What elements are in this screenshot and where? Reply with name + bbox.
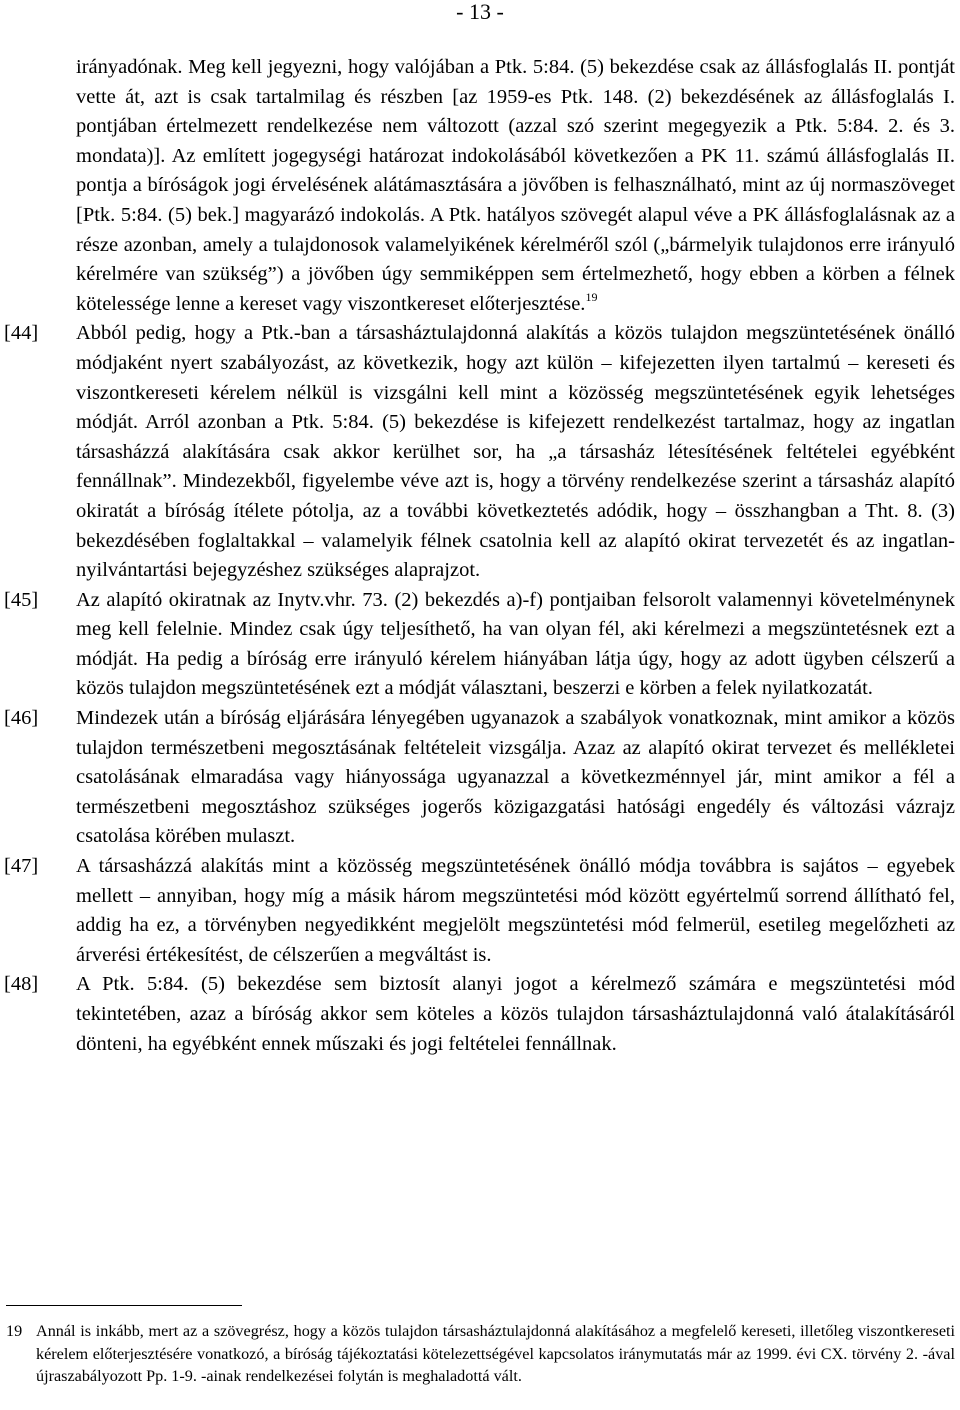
paragraph-text: A Ptk. 5:84. (5) bekezdése sem biztosít alanyi jogot a kérelmező számára e megszüntetési mód tekintetében, azaz a bíróság akkor sem köteles a közös tulajdon társasháztulajdonná való átalakításáról dönteni, ha egyébként ennek műszaki és jogi feltételei fennállnak. [76,973,955,1055]
paragraph-47 [0,852,955,970]
footnote-reference[interactable]: 19 [585,289,598,304]
paragraph-48 [0,970,955,1059]
continuation-text: irányadónak. Meg kell jegyezni, hogy valójában a Ptk. 5:84. (5) bekezdése csak az állásfoglalás II. pontját vette át, azt is csak tartalmilag és részben [az 1959-es Ptk. 148. (2) bekezdésének az állásfoglalás I. pontjában értelmezett rendelkezése nem változott (azzal szó szerint megegyezik a Ptk. 5:84. 2. és 3. mondata)]. Az említett jogegységi határozat indokolásából következően a PK 11. számú állásfoglalás II. pontja a bíróságok jogi érvelésének alátámasztására a jövőben is felhasználható, mint az új normaszöveget [Ptk. 5:84. (5) bek.] magyarázó indokolás. A Ptk. hatályos szövegét alapul véve a PK állásfoglalásnak az a része azonban, amely a tulajdonosok valamelyikének kérelméről szól („bármelyik tulajdonos erre irányuló kérelmére van szükség”) a jövőben úgy semmiképpen sem értelmezhető, hogy ebben a körben a félnek kötelessége lenne a kereset vagy viszontkereset előterjesztése. [76,56,955,315]
paragraph-number: [47] [4,855,39,878]
paragraph-number: [48] [4,973,39,996]
paragraph-text: Abból pedig, hogy a Ptk.-ban a társasháztulajdonná alakítás a közös tulajdon megszüntetésének önálló módjaként nyert szabályozást, az következik, hogy azt külön – kifejezetten ilyen tartalmú – kereseti és viszontkereseti kérelem nélkül is vizsgálni kell mint a közösség megszüntetésének egyik lehetséges módját. Arról azonban a Ptk. 5:84. (5) bekezdése is kifejezett rendelkezést tartalmaz, hogy az ingatlan társasházzá alakítására csak akkor kerülhet sor, ha „a társasház létesítésének feltételei egyébként fennállnak”. Mindezekből, figyelembe véve azt is, hogy a törvény rendelkezése szerint a társasház alapító okiratát a bíróság ítélete pótolja, az a további következtetés adódik, hogy – összhangban a Tht. 8. (3) bekezdésében foglaltakkal – valamelyik félnek csatolnia kell az alapító okirat tervezetét és az ingatlan-nyilvántartási bejegyzéshez szükséges alaprajzot. [76,322,955,582]
footnote-text: Annál is inkább, mert az a szövegrész, hogy a közös tulajdon társasháztulajdonná alakításához a megfelelő kereseti, illetőleg viszontkereseti kérelem előterjesztésére vonatkozó, a bíróság tájékoztatási kötelezettségével kapcsolatos iránymutatás már az 1999. évi CX. törvény 2. -ával újraszabályozott Pp. 1-9. -ainak rendelkezései folytán is meghaladottá vált. [36,1322,955,1385]
paragraph-number: [44] [4,322,39,345]
paragraph-44 [0,319,955,585]
page-number: - 13 - [456,0,504,24]
paragraph-number: [45] [4,588,39,611]
paragraph-45 [0,586,955,704]
body-text [0,53,955,1059]
paragraph-text: A társasházzá alakítás mint a közösség megszüntetésének önálló módja továbbra is sajátos – egyebek mellett – annyiban, hogy míg a másik három megszüntetési mód között egyértelmű sorrend állítható fel, addig ha ez, a törvényben negyedikként megjelölt megszüntetési mód felmerül, esetileg megelőzheti az árverési értékesítést, de célszerűen a megváltást is. [76,855,955,966]
footnote [0,1320,955,1388]
paragraph-46 [0,704,955,852]
paragraph-text: Mindezek után a bíróság eljárására lényegében ugyanazok a szabályok vonatkoznak, mint amikor a közös tulajdon természetbeni megosztásának feltételeit vizsgálja. Azaz az alapító okirat tervezet és mellékletei csatolásának elmaradása vagy hiányossága ugyanazzal a következménnyel jár, mint amikor a fél a természetbeni megosztáshoz szükséges jogerős közigazgatási hatósági engedély és változási vázrajz csatolása körében mulaszt. [76,707,955,848]
paragraph-number: [46] [4,707,39,730]
paragraph-text: Az alapító okiratnak az Inytv.vhr. 73. (2) bekezdés a)-f) pontjaiban felsorolt valamennyi követelménynek meg kell felelnie. Mindez csak úgy teljesíthető, ha van olyan fél, aki kérelmezi a megszüntetésnek ezt a módját. Ha pedig a bíróság erre irányuló kérelem hiányában látja úgy, hogy az adott ügyben célszerű a közös tulajdon megszüntetésének ezt a módját választani, beszerzi e körben a felek nyilatkozatát. [76,588,955,700]
footnote-separator [6,1305,242,1306]
footnote-number: 19 [6,1322,23,1340]
continuation-paragraph [0,53,955,319]
